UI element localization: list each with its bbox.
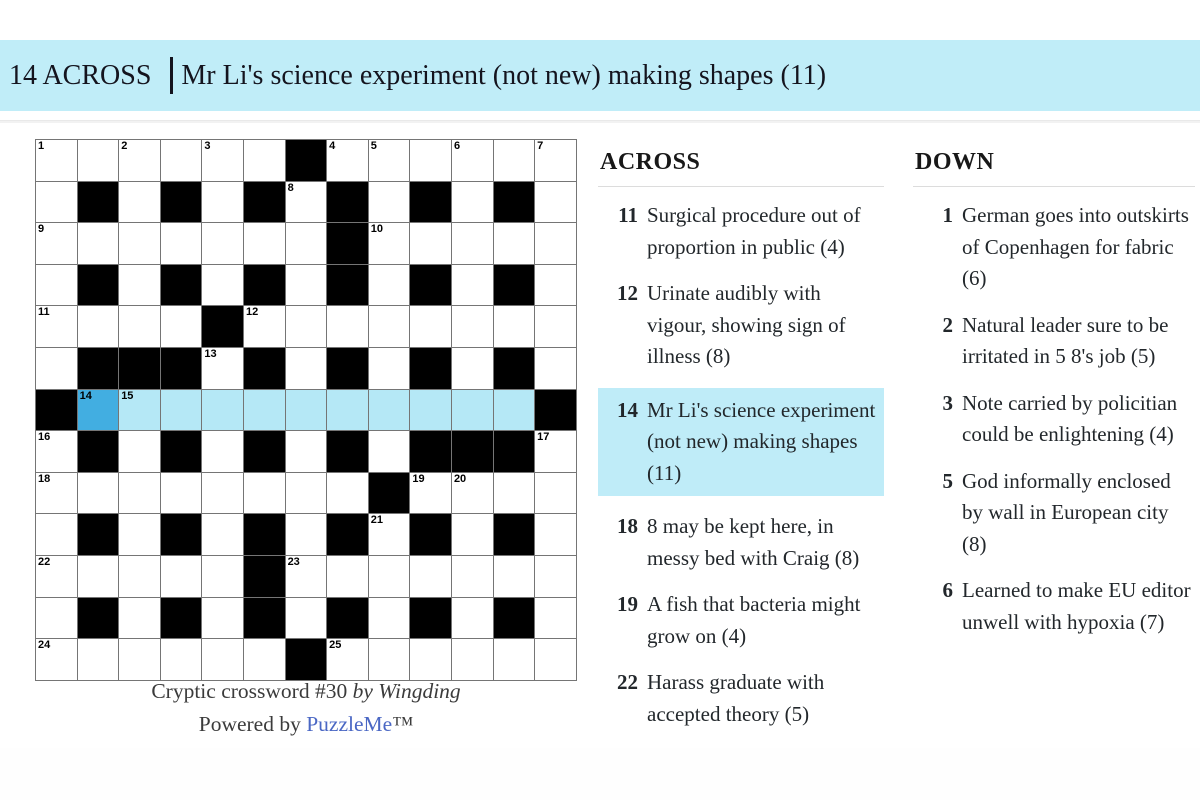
- content-bottom-edge: [0, 748, 1200, 800]
- grid-cell[interactable]: [369, 390, 410, 431]
- grid-cell[interactable]: [327, 473, 368, 514]
- down-title: DOWN: [915, 149, 995, 175]
- cell-number: 19: [412, 472, 425, 485]
- grid-cell[interactable]: [494, 140, 535, 181]
- grid-cell-black: [494, 514, 535, 555]
- grid-cell[interactable]: [327, 140, 368, 181]
- clue-number: 12: [617, 281, 638, 305]
- cell-number: 10: [370, 223, 383, 236]
- cell-number: 20: [453, 472, 467, 485]
- down-clue-3[interactable]: [913, 388, 1195, 451]
- grid-cell[interactable]: [119, 431, 160, 472]
- grid-cell[interactable]: [286, 182, 327, 223]
- grid-cell[interactable]: [119, 473, 160, 514]
- grid-cell[interactable]: [535, 514, 576, 555]
- grid-cell[interactable]: [535, 556, 576, 597]
- grid-cell-black: [244, 265, 285, 306]
- clue-text: Mr Li's science experiment (not new) making shapes (11): [647, 397, 876, 485]
- clue-number: 1: [942, 203, 953, 227]
- cell-number: 5: [370, 140, 377, 152]
- grid-cell-black: [410, 348, 451, 389]
- grid-cell[interactable]: [286, 431, 327, 472]
- grid-cell[interactable]: [161, 306, 202, 347]
- cell-number: 3: [204, 140, 211, 152]
- grid-cell[interactable]: [535, 598, 576, 639]
- down-clues-panel: [913, 148, 1195, 748]
- grid-cell[interactable]: [410, 223, 451, 264]
- down-clue-6[interactable]: [913, 575, 1195, 638]
- across-clue-22[interactable]: [598, 667, 884, 730]
- grid-cell[interactable]: [452, 140, 493, 181]
- grid-cell[interactable]: [36, 473, 77, 514]
- cell-number: 17: [537, 431, 550, 444]
- grid-cell-black: [327, 182, 368, 223]
- grid-cell-black: [202, 306, 243, 347]
- grid-cell[interactable]: [202, 514, 243, 555]
- grid-cell[interactable]: [202, 431, 243, 472]
- grid-cell-black: [78, 598, 119, 639]
- grid-cell[interactable]: [410, 556, 451, 597]
- grid-cell[interactable]: [369, 639, 410, 680]
- grid-cell-black: [78, 265, 119, 306]
- grid-cell[interactable]: [119, 514, 160, 555]
- grid-cell[interactable]: [119, 556, 160, 597]
- powered-by-text: Powered by: [198, 712, 307, 736]
- grid-cell[interactable]: [369, 223, 410, 264]
- grid-cell[interactable]: [494, 556, 535, 597]
- grid-cell[interactable]: [369, 182, 410, 223]
- grid-cell-black: [494, 182, 535, 223]
- clue-text: Urinate audibly with vigour, showing sign of illness (8): [647, 281, 846, 368]
- cell-number: 12: [245, 306, 259, 319]
- clue-number: 2: [942, 312, 953, 337]
- across-clue-11[interactable]: [598, 200, 884, 263]
- grid-cell[interactable]: [119, 265, 160, 306]
- grid-cell-black: [161, 514, 202, 555]
- cell-number: 18: [38, 472, 51, 485]
- grid-cell[interactable]: [327, 639, 368, 680]
- grid-cell[interactable]: [119, 598, 160, 639]
- grid-cell[interactable]: [286, 223, 327, 264]
- grid-cell[interactable]: [410, 306, 451, 347]
- grid-cell[interactable]: [327, 556, 368, 597]
- grid-cell[interactable]: [410, 473, 451, 514]
- grid-cell[interactable]: [161, 140, 202, 181]
- grid-cell[interactable]: [78, 556, 119, 597]
- grid-cell[interactable]: [369, 348, 410, 389]
- cell-number: 14: [79, 389, 92, 402]
- grid-cell-black: [244, 431, 285, 472]
- grid-cell[interactable]: [161, 223, 202, 264]
- grid-cell[interactable]: [119, 223, 160, 264]
- grid-cell[interactable]: [494, 473, 535, 514]
- grid-cell[interactable]: [452, 556, 493, 597]
- grid-cell[interactable]: [369, 265, 410, 306]
- clue-text: German goes into outskirts of Copenhagen for fabric (6): [962, 203, 1189, 290]
- clue-text: Harass graduate with accepted theory (5): [647, 670, 825, 726]
- grid-cell[interactable]: [36, 431, 77, 472]
- grid-cell[interactable]: [202, 265, 243, 306]
- grid-cell-black: [494, 348, 535, 389]
- grid-cell-black: [327, 265, 368, 306]
- clue-number: 11: [618, 203, 638, 227]
- grid-cell[interactable]: [286, 473, 327, 514]
- grid-cell[interactable]: [244, 306, 285, 347]
- clue-text: Note carried by policitian could be enlightening (4): [962, 390, 1178, 446]
- cell-number: 15: [121, 389, 134, 402]
- crossword-grid[interactable]: [35, 139, 577, 681]
- grid-cell[interactable]: [202, 473, 243, 514]
- clue-number: 22: [617, 670, 638, 694]
- grid-cell[interactable]: [369, 598, 410, 639]
- grid-cell[interactable]: [535, 306, 576, 347]
- cell-number: 8: [287, 181, 294, 194]
- grid-cell-black: [327, 514, 368, 555]
- grid-cell[interactable]: [494, 639, 535, 680]
- grid-cell-black: [161, 348, 202, 389]
- clue-number: 5: [942, 468, 953, 493]
- grid-cell[interactable]: [452, 514, 493, 555]
- grid-cell-black: [369, 473, 410, 514]
- down-clue-list: [913, 187, 1195, 638]
- across-clue-19[interactable]: [598, 589, 884, 652]
- cell-number: 24: [38, 639, 51, 652]
- grid-cell[interactable]: [535, 140, 576, 181]
- grid-cell-black: [78, 431, 119, 472]
- grid-cell[interactable]: [202, 390, 243, 431]
- grid-cell[interactable]: [244, 140, 285, 181]
- grid-cell[interactable]: [161, 473, 202, 514]
- across-title: ACROSS: [600, 149, 701, 175]
- grid-cell[interactable]: [36, 514, 77, 555]
- grid-cell[interactable]: [535, 182, 576, 223]
- clue-text: Learned to make EU editor unwell with hypoxia (7): [962, 578, 1191, 634]
- cell-number: 25: [329, 639, 342, 652]
- grid-cell[interactable]: [286, 514, 327, 555]
- grid-cell-black: [161, 265, 202, 306]
- grid-cell-black: [161, 182, 202, 223]
- grid-cell[interactable]: [161, 556, 202, 597]
- grid-cell[interactable]: [286, 556, 327, 597]
- clue-text: God informally enclosed by wall in European city (8): [962, 468, 1171, 556]
- cell-number: 21: [370, 514, 383, 527]
- cell-number: 9: [38, 223, 45, 236]
- grid-cell[interactable]: [36, 265, 77, 306]
- grid-cell[interactable]: [119, 140, 160, 181]
- grid-cell[interactable]: [452, 598, 493, 639]
- grid-cell[interactable]: [535, 431, 576, 472]
- grid-cell[interactable]: [286, 598, 327, 639]
- grid-cell[interactable]: [78, 639, 119, 680]
- grid-cell[interactable]: [78, 306, 119, 347]
- grid-cell-black: [244, 556, 285, 597]
- grid-cell[interactable]: [119, 182, 160, 223]
- across-clue-18[interactable]: [598, 511, 884, 574]
- clue-text: Surgical procedure out of proportion in public (4): [647, 203, 861, 259]
- grid-cell[interactable]: [535, 639, 576, 680]
- grid-cell[interactable]: [327, 306, 368, 347]
- grid-cell-black: [410, 182, 451, 223]
- grid-cell-black: [410, 265, 451, 306]
- grid-cell[interactable]: [286, 390, 327, 431]
- grid-cell-black: [535, 390, 576, 431]
- grid-cell-black: [286, 140, 327, 181]
- grid-cell[interactable]: [202, 556, 243, 597]
- grid-cell-black: [327, 348, 368, 389]
- grid-cell[interactable]: [535, 223, 576, 264]
- clue-number: 18: [617, 514, 638, 538]
- clue-divider-bar: [170, 57, 173, 94]
- cell-number: 11: [38, 306, 50, 319]
- grid-cell[interactable]: [36, 348, 77, 389]
- grid-cell[interactable]: [78, 140, 119, 181]
- cell-number: 13: [204, 347, 217, 360]
- grid-cell-black: [78, 182, 119, 223]
- puzzle-author: by Wingding: [352, 679, 461, 703]
- grid-cell-black: [78, 514, 119, 555]
- grid-cell[interactable]: [286, 348, 327, 389]
- clue-number: 19: [617, 592, 638, 616]
- grid-cell-black: [244, 598, 285, 639]
- grid-cell-black: [410, 431, 451, 472]
- grid-cell[interactable]: [494, 306, 535, 347]
- grid-cell[interactable]: [369, 556, 410, 597]
- clue-text: Natural leader sure to be irritated in 5 8's job (5): [962, 312, 1169, 368]
- down-clue-2[interactable]: [913, 310, 1195, 373]
- clue-number: 3: [942, 390, 953, 415]
- grid-cell[interactable]: [36, 223, 77, 264]
- grid-cell[interactable]: [202, 639, 243, 680]
- grid-cell[interactable]: [327, 390, 368, 431]
- grid-cell[interactable]: [410, 639, 451, 680]
- grid-cell[interactable]: [369, 431, 410, 472]
- grid-cell[interactable]: [286, 306, 327, 347]
- grid-cell[interactable]: [410, 140, 451, 181]
- cell-number: 6: [453, 140, 461, 152]
- grid-cell[interactable]: [452, 348, 493, 389]
- grid-cell-black: [244, 182, 285, 223]
- grid-cell[interactable]: [410, 390, 451, 431]
- grid-cell-black: [494, 265, 535, 306]
- grid-cell-black: [494, 598, 535, 639]
- grid-cell[interactable]: [244, 223, 285, 264]
- clue-number: 6: [942, 578, 953, 602]
- grid-cell-black: [286, 639, 327, 680]
- grid-cell[interactable]: [36, 598, 77, 639]
- grid-cell[interactable]: [369, 514, 410, 555]
- grid-cell[interactable]: [36, 639, 77, 680]
- grid-cell[interactable]: [452, 390, 493, 431]
- grid-cell-black: [161, 598, 202, 639]
- across-clue-12[interactable]: [598, 278, 884, 373]
- grid-cell[interactable]: [535, 473, 576, 514]
- puzzle-title-caption: [35, 679, 577, 704]
- trademark-symbol: ™: [392, 712, 414, 736]
- grid-cell[interactable]: [452, 473, 493, 514]
- grid-cell[interactable]: [452, 265, 493, 306]
- grid-cell[interactable]: [202, 182, 243, 223]
- grid-cell[interactable]: [119, 390, 160, 431]
- grid-cell[interactable]: [202, 140, 243, 181]
- grid-cell[interactable]: [494, 390, 535, 431]
- grid-cell[interactable]: [494, 223, 535, 264]
- powered-by-caption: [35, 712, 577, 737]
- grid-cell-black: [327, 223, 368, 264]
- grid-cell[interactable]: [202, 223, 243, 264]
- grid-cell[interactable]: [535, 348, 576, 389]
- grid-cell[interactable]: [202, 598, 243, 639]
- grid-cell-black: [119, 348, 160, 389]
- grid-cell-black: [161, 431, 202, 472]
- grid-cell[interactable]: [244, 473, 285, 514]
- grid-cell[interactable]: [161, 390, 202, 431]
- grid-cell[interactable]: [119, 639, 160, 680]
- grid-cell-black: [327, 598, 368, 639]
- across-clues-panel: [598, 148, 884, 748]
- content-top-edge: [0, 120, 1200, 123]
- grid-cell-black: [327, 431, 368, 472]
- grid-cell[interactable]: [78, 390, 119, 431]
- clue-text: A fish that bacteria might grow on (4): [647, 592, 861, 648]
- down-clue-5[interactable]: [913, 466, 1195, 561]
- grid-cell[interactable]: [244, 639, 285, 680]
- cell-number: 4: [329, 140, 336, 152]
- grid-cell[interactable]: [535, 265, 576, 306]
- grid-cell[interactable]: [36, 140, 77, 181]
- cell-number: 2: [121, 140, 128, 152]
- current-clue-banner: [0, 40, 1200, 111]
- grid-cell[interactable]: [78, 223, 119, 264]
- grid-cell[interactable]: [161, 639, 202, 680]
- grid-cell[interactable]: [286, 265, 327, 306]
- clue-number: 14: [617, 397, 638, 422]
- down-clue-1[interactable]: [913, 200, 1195, 295]
- grid-cell-black: [36, 390, 77, 431]
- grid-cell[interactable]: [369, 306, 410, 347]
- grid-cell[interactable]: [452, 223, 493, 264]
- grid-cell[interactable]: [78, 473, 119, 514]
- grid-cell-black: [410, 598, 451, 639]
- cell-number: 22: [38, 555, 51, 568]
- grid-cell[interactable]: [36, 306, 77, 347]
- grid-cell[interactable]: [369, 140, 410, 181]
- across-clue-14[interactable]: [598, 388, 884, 497]
- current-clue-text: Mr Li's science experiment (not new) making shapes (11): [181, 59, 827, 91]
- grid-cell-black: [494, 431, 535, 472]
- grid-cell[interactable]: [452, 639, 493, 680]
- puzzleme-link[interactable]: PuzzleMe: [306, 712, 393, 736]
- grid-cell-black: [244, 348, 285, 389]
- cell-number: 1: [38, 140, 45, 152]
- cell-number: 23: [287, 555, 300, 568]
- grid-cell-black: [78, 348, 119, 389]
- grid-cell[interactable]: [202, 348, 243, 389]
- across-clue-list: [598, 187, 884, 730]
- grid-cell[interactable]: [452, 306, 493, 347]
- cell-number: 7: [537, 140, 544, 152]
- grid-cell[interactable]: [244, 390, 285, 431]
- cell-number: 16: [38, 431, 51, 444]
- grid-cell[interactable]: [119, 306, 160, 347]
- grid-cell-black: [410, 514, 451, 555]
- grid-cell[interactable]: [36, 182, 77, 223]
- grid-cell-black: [244, 514, 285, 555]
- current-clue-number: 14 ACROSS: [9, 59, 152, 91]
- grid-cell[interactable]: [452, 182, 493, 223]
- grid-cell[interactable]: [36, 556, 77, 597]
- clue-text: 8 may be kept here, in messy bed with Craig (8): [647, 514, 860, 570]
- puzzle-title: Cryptic crossword #30: [151, 679, 353, 703]
- grid-cell-black: [452, 431, 493, 472]
